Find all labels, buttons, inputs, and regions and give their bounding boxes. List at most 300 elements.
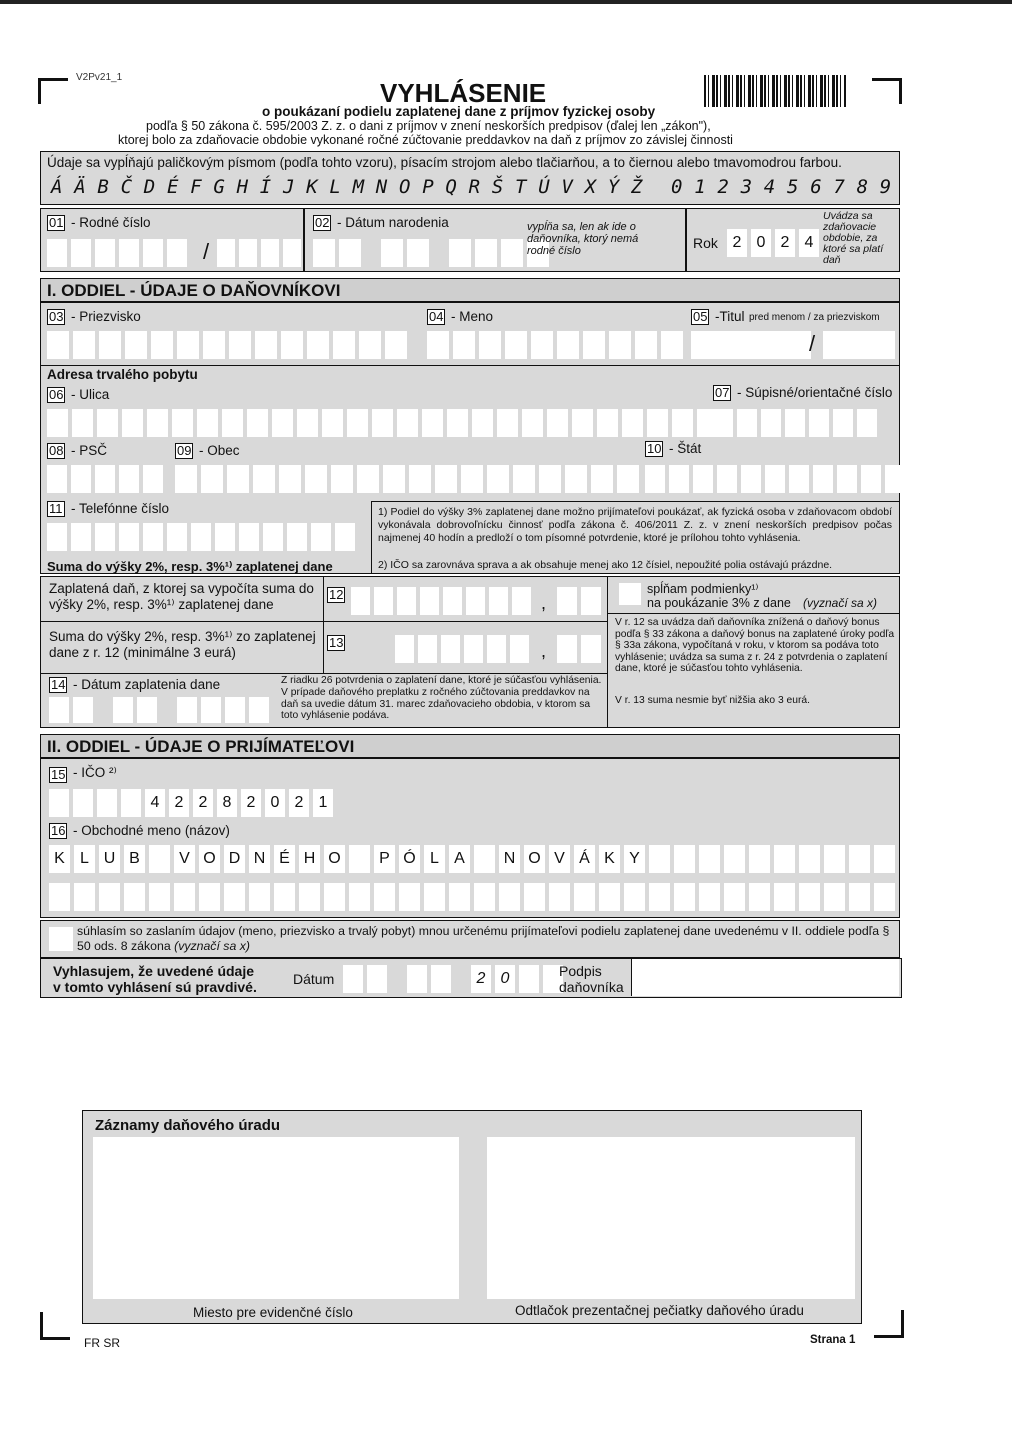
street-cells[interactable] — [47, 409, 718, 437]
date-label: Dátum — [293, 971, 335, 987]
signature-date-cells[interactable] — [343, 965, 563, 993]
input-cell[interactable] — [420, 587, 439, 615]
input-cell[interactable] — [49, 789, 69, 817]
input-cell[interactable] — [167, 523, 187, 551]
input-cell[interactable] — [479, 331, 501, 359]
input-cell[interactable] — [635, 331, 657, 359]
input-cell[interactable] — [331, 465, 353, 493]
input-cell[interactable] — [121, 789, 141, 817]
input-cell[interactable] — [761, 409, 781, 437]
field-number-03: 03 — [49, 309, 64, 324]
input-cell[interactable] — [201, 465, 223, 493]
first-name-cells[interactable] — [427, 331, 683, 359]
input-cell[interactable] — [49, 883, 70, 911]
input-cell[interactable] — [813, 465, 833, 493]
input-cell[interactable] — [885, 465, 905, 493]
business-name-row-2[interactable] — [49, 883, 895, 911]
input-cell[interactable] — [225, 697, 245, 723]
input-cell[interactable]: 1 — [313, 789, 333, 817]
input-cell[interactable] — [789, 465, 809, 493]
input-cell[interactable] — [749, 883, 770, 911]
input-cell[interactable] — [272, 409, 293, 437]
input-cell[interactable] — [253, 465, 275, 493]
stamp-area[interactable] — [487, 1137, 855, 1299]
field-number-12: 12 — [329, 587, 344, 602]
input-cell[interactable] — [239, 523, 259, 551]
input-cell[interactable] — [322, 409, 343, 437]
input-cell[interactable] — [177, 331, 199, 359]
input-cell[interactable]: Á — [574, 845, 595, 873]
input-cell[interactable] — [424, 883, 445, 911]
input-cell[interactable]: 2 — [775, 229, 795, 257]
input-cell[interactable] — [247, 409, 268, 437]
input-cell[interactable]: V — [549, 845, 570, 873]
sample-glyph: 5 — [787, 176, 799, 198]
input-cell[interactable] — [874, 845, 895, 873]
input-cell[interactable]: 2 — [169, 789, 189, 817]
input-cell[interactable]: P — [374, 845, 395, 873]
input-cell[interactable] — [669, 465, 689, 493]
input-cell[interactable]: B — [124, 845, 145, 873]
birth-number-cells[interactable] — [47, 239, 187, 267]
input-cell[interactable] — [97, 789, 117, 817]
input-cell[interactable] — [647, 409, 668, 437]
input-cell[interactable]: 0 — [495, 965, 515, 993]
input-cell[interactable] — [385, 331, 407, 359]
input-cell[interactable] — [307, 331, 329, 359]
input-cell[interactable] — [97, 409, 118, 437]
sample-glyph: H — [236, 176, 249, 198]
input-cell[interactable] — [217, 239, 235, 267]
input-cell[interactable]: H — [299, 845, 320, 873]
input-cell[interactable] — [422, 409, 443, 437]
input-cell[interactable] — [255, 331, 277, 359]
input-cell[interactable] — [201, 697, 221, 723]
input-cell[interactable] — [699, 845, 720, 873]
input-cell[interactable] — [74, 883, 95, 911]
input-cell[interactable] — [249, 697, 269, 723]
sample-glyph: F — [190, 176, 202, 198]
input-cell[interactable] — [674, 883, 695, 911]
input-cell[interactable]: U — [99, 845, 120, 873]
input-cell[interactable] — [249, 883, 270, 911]
birth-number-suffix-cells[interactable] — [217, 239, 301, 267]
input-cell[interactable]: 2 — [193, 789, 213, 817]
input-cell[interactable] — [407, 965, 427, 993]
input-cell[interactable] — [399, 883, 420, 911]
input-cell[interactable] — [99, 331, 121, 359]
input-cell[interactable] — [147, 409, 168, 437]
input-cell[interactable] — [119, 523, 139, 551]
input-cell[interactable] — [227, 465, 249, 493]
input-cell[interactable]: N — [249, 845, 270, 873]
input-cell[interactable] — [724, 883, 745, 911]
input-cell[interactable]: N — [499, 845, 520, 873]
input-cell[interactable] — [466, 587, 485, 615]
input-cell[interactable]: 2 — [289, 789, 309, 817]
input-cell[interactable] — [261, 239, 279, 267]
input-cell[interactable] — [531, 331, 553, 359]
year-cells[interactable] — [727, 229, 819, 257]
input-cell[interactable] — [351, 587, 370, 615]
input-cell[interactable] — [143, 465, 163, 493]
corner-mark-bottom-left — [40, 1312, 70, 1340]
input-cell[interactable] — [333, 331, 355, 359]
input-cell[interactable] — [749, 845, 770, 873]
input-cell[interactable] — [737, 409, 757, 437]
sample-glyph: 0 — [671, 176, 683, 198]
business-name-row-1[interactable] — [49, 845, 895, 873]
title-after-input[interactable] — [823, 331, 895, 359]
input-cell[interactable] — [724, 845, 745, 873]
input-cell[interactable]: 2 — [727, 229, 747, 257]
input-cell[interactable] — [343, 965, 363, 993]
registration-number-area[interactable] — [93, 1137, 459, 1299]
postal-code-cells[interactable] — [47, 465, 163, 493]
input-cell[interactable] — [661, 331, 683, 359]
input-cell[interactable] — [119, 465, 139, 493]
input-cell[interactable] — [359, 331, 381, 359]
input-cell[interactable] — [447, 409, 468, 437]
input-cell[interactable] — [283, 239, 301, 267]
input-cell[interactable] — [397, 409, 418, 437]
input-cell[interactable] — [799, 845, 820, 873]
input-cell[interactable] — [449, 239, 471, 267]
input-cell[interactable] — [861, 465, 881, 493]
input-cell[interactable] — [47, 331, 69, 359]
city-cells[interactable] — [175, 465, 639, 493]
input-cell[interactable] — [765, 465, 785, 493]
field-number-15: 15 — [51, 767, 66, 782]
input-cell[interactable] — [222, 409, 243, 437]
input-cell[interactable] — [513, 465, 535, 493]
input-cell[interactable] — [435, 465, 457, 493]
birth-number-label: - Rodné číslo — [71, 215, 151, 230]
input-cell[interactable] — [47, 239, 67, 267]
input-cell[interactable] — [474, 883, 495, 911]
input-cell[interactable] — [487, 465, 509, 493]
input-cell[interactable] — [95, 239, 115, 267]
input-cell[interactable] — [274, 883, 295, 911]
input-cell[interactable] — [505, 331, 527, 359]
input-cell[interactable] — [197, 409, 218, 437]
input-cell[interactable] — [539, 465, 561, 493]
input-cell[interactable] — [215, 523, 235, 551]
input-cell[interactable]: L — [74, 845, 95, 873]
input-cell[interactable] — [774, 845, 795, 873]
address-heading: Adresa trvalého pobytu — [47, 367, 198, 382]
input-cell[interactable]: Y — [624, 845, 645, 873]
input-cell[interactable] — [143, 523, 163, 551]
postal-code-label: - PSČ — [71, 443, 108, 458]
input-cell[interactable] — [374, 587, 393, 615]
input-cell[interactable] — [95, 523, 115, 551]
input-cell[interactable] — [519, 965, 539, 993]
phone-cells[interactable] — [47, 523, 355, 551]
input-cell[interactable] — [824, 883, 845, 911]
sample-glyph: 3 — [740, 176, 753, 198]
ico-cells[interactable] — [49, 789, 333, 817]
input-cell[interactable] — [347, 409, 368, 437]
sample-glyph: O — [399, 176, 411, 198]
tax-paid-cells[interactable] — [351, 587, 531, 615]
input-cell[interactable] — [583, 331, 605, 359]
input-cell[interactable] — [557, 635, 577, 663]
input-cell[interactable] — [549, 883, 570, 911]
input-cell[interactable] — [119, 239, 139, 267]
input-cell[interactable] — [489, 587, 508, 615]
input-cell[interactable] — [263, 523, 283, 551]
input-cell[interactable] — [381, 239, 403, 267]
input-cell[interactable] — [324, 883, 345, 911]
input-cell[interactable] — [597, 409, 618, 437]
input-cell[interactable] — [741, 465, 761, 493]
input-cell[interactable] — [199, 883, 220, 911]
sum-amount-comma: , — [541, 641, 547, 661]
input-cell[interactable] — [617, 465, 639, 493]
input-cell[interactable] — [649, 845, 670, 873]
input-cell[interactable] — [149, 845, 170, 873]
input-cell[interactable] — [547, 409, 568, 437]
title-slash: / — [809, 331, 816, 356]
input-cell[interactable] — [833, 409, 853, 437]
input-cell[interactable] — [524, 883, 545, 911]
tax-paid-cents-cells[interactable] — [557, 587, 601, 615]
input-cell[interactable] — [849, 883, 870, 911]
input-cell[interactable] — [461, 465, 483, 493]
input-cell[interactable] — [591, 465, 613, 493]
sample-letters — [45, 174, 895, 202]
input-cell[interactable]: D — [224, 845, 245, 873]
input-cell[interactable] — [125, 331, 147, 359]
tax-office-heading: Záznamy daňového úradu — [95, 1117, 281, 1134]
input-cell[interactable] — [581, 635, 601, 663]
input-cell[interactable] — [349, 845, 370, 873]
input-cell[interactable]: K — [599, 845, 620, 873]
input-cell[interactable] — [73, 331, 95, 359]
input-cell[interactable] — [427, 331, 449, 359]
input-cell[interactable] — [699, 883, 720, 911]
input-cell[interactable]: 8 — [217, 789, 237, 817]
input-cell[interactable] — [874, 883, 895, 911]
country-cells[interactable] — [645, 465, 905, 493]
input-cell[interactable] — [717, 465, 737, 493]
field-number-14: 14 — [51, 677, 66, 692]
input-cell[interactable] — [557, 587, 577, 615]
input-cell[interactable] — [297, 409, 318, 437]
input-cell[interactable] — [849, 845, 870, 873]
input-cell[interactable] — [837, 465, 857, 493]
input-cell[interactable] — [397, 587, 416, 615]
input-cell[interactable] — [472, 409, 493, 437]
input-cell[interactable]: 4 — [145, 789, 165, 817]
input-cell[interactable] — [47, 465, 67, 493]
input-cell[interactable] — [137, 697, 157, 723]
input-cell[interactable] — [622, 409, 643, 437]
field-number-09: 09 — [177, 443, 192, 458]
input-cell[interactable]: É — [274, 845, 295, 873]
sample-glyph: V — [561, 176, 573, 198]
input-cell[interactable]: 2 — [241, 789, 261, 817]
input-cell[interactable] — [475, 239, 497, 267]
input-cell[interactable] — [357, 465, 379, 493]
input-cell[interactable] — [47, 523, 67, 551]
input-cell[interactable] — [49, 697, 69, 723]
input-cell[interactable] — [407, 239, 429, 267]
input-cell[interactable] — [609, 331, 631, 359]
input-cell[interactable] — [713, 409, 733, 437]
input-cell[interactable] — [287, 523, 307, 551]
consent-checkbox[interactable] — [49, 927, 73, 951]
input-cell[interactable] — [224, 883, 245, 911]
input-cell[interactable] — [335, 523, 355, 551]
birth-date-cells[interactable] — [313, 239, 549, 267]
input-cell[interactable]: O — [199, 845, 220, 873]
sample-glyph: Č — [120, 176, 133, 198]
input-cell[interactable] — [311, 523, 331, 551]
input-cell[interactable] — [674, 845, 695, 873]
sum-amount-cents-cells[interactable] — [557, 635, 601, 663]
input-cell[interactable] — [672, 409, 693, 437]
house-number-cells[interactable] — [713, 409, 877, 437]
input-cell[interactable] — [305, 465, 327, 493]
sample-glyph: 7 — [833, 176, 845, 198]
sample-glyph: Í — [259, 176, 272, 198]
input-cell[interactable] — [599, 883, 620, 911]
input-cell[interactable] — [367, 965, 387, 993]
tax-paid-comma: , — [541, 593, 547, 613]
input-cell[interactable] — [349, 883, 370, 911]
input-cell[interactable] — [124, 883, 145, 911]
input-cell[interactable] — [99, 883, 120, 911]
input-cell[interactable] — [279, 465, 301, 493]
input-cell[interactable]: O — [324, 845, 345, 873]
input-cell[interactable] — [374, 883, 395, 911]
scan-top-edge — [0, 0, 1012, 4]
input-cell[interactable] — [572, 409, 593, 437]
input-cell[interactable] — [474, 845, 495, 873]
input-cell[interactable] — [464, 635, 483, 663]
input-cell[interactable] — [372, 409, 393, 437]
three-percent-checkbox[interactable] — [619, 583, 641, 605]
input-cell[interactable] — [174, 883, 195, 911]
tax-paid-label: Zaplatená daň, z ktorej sa vypočíta suma do výšky 2%, resp. 3%¹⁾ zaplatenej dane — [49, 581, 314, 612]
input-cell[interactable] — [151, 331, 173, 359]
input-cell[interactable] — [624, 883, 645, 911]
input-cell[interactable] — [149, 883, 170, 911]
input-cell[interactable] — [499, 883, 520, 911]
surname-cells[interactable] — [47, 331, 407, 359]
input-cell[interactable] — [143, 239, 163, 267]
input-cell[interactable] — [693, 465, 713, 493]
sample-glyph: Ž — [631, 176, 643, 198]
input-cell[interactable] — [339, 239, 361, 267]
input-cell[interactable] — [799, 883, 820, 911]
input-cell[interactable] — [574, 883, 595, 911]
input-cell[interactable] — [299, 883, 320, 911]
input-cell[interactable] — [71, 465, 91, 493]
input-cell[interactable] — [395, 635, 414, 663]
consent-box — [40, 920, 900, 958]
sample-glyph: É — [167, 176, 179, 198]
input-cell[interactable] — [281, 331, 303, 359]
title-before-input[interactable] — [691, 331, 811, 359]
input-cell[interactable] — [177, 697, 197, 723]
input-cell[interactable] — [167, 239, 187, 267]
input-cell[interactable]: 4 — [799, 229, 819, 257]
input-cell[interactable] — [239, 239, 257, 267]
input-cell[interactable]: L — [424, 845, 445, 873]
input-cell[interactable] — [453, 331, 475, 359]
input-cell[interactable] — [72, 409, 93, 437]
input-cell[interactable] — [497, 409, 518, 437]
field-number-08: 08 — [49, 443, 64, 458]
signature-field[interactable] — [631, 959, 899, 996]
input-cell[interactable]: 0 — [265, 789, 285, 817]
input-cell[interactable]: O — [524, 845, 545, 873]
input-cell[interactable] — [649, 883, 670, 911]
input-cell[interactable] — [313, 239, 335, 267]
input-cell[interactable] — [73, 789, 93, 817]
input-cell[interactable] — [172, 409, 193, 437]
input-cell[interactable] — [441, 635, 460, 663]
input-cell[interactable] — [383, 465, 405, 493]
input-cell[interactable] — [418, 635, 437, 663]
input-cell[interactable] — [47, 409, 68, 437]
sample-glyph: P — [422, 176, 434, 198]
input-cell[interactable] — [645, 465, 665, 493]
input-cell[interactable] — [71, 239, 91, 267]
input-cell[interactable] — [774, 883, 795, 911]
input-cell[interactable] — [522, 409, 543, 437]
input-cell[interactable] — [449, 883, 470, 911]
input-cell[interactable] — [809, 409, 829, 437]
input-cell[interactable]: 2 — [471, 965, 491, 993]
input-cell[interactable]: V — [174, 845, 195, 873]
input-cell[interactable]: K — [49, 845, 70, 873]
input-cell[interactable] — [581, 587, 601, 615]
input-cell[interactable] — [512, 587, 531, 615]
input-cell[interactable] — [95, 465, 115, 493]
input-cell[interactable] — [229, 331, 251, 359]
input-cell[interactable] — [857, 409, 877, 437]
input-cell[interactable] — [431, 965, 451, 993]
input-cell[interactable] — [487, 635, 506, 663]
input-cell[interactable]: A — [449, 845, 470, 873]
input-cell[interactable] — [409, 465, 431, 493]
input-cell[interactable] — [191, 523, 211, 551]
input-cell[interactable] — [824, 845, 845, 873]
input-cell[interactable] — [73, 697, 93, 723]
input-cell[interactable] — [175, 465, 197, 493]
input-cell[interactable] — [501, 239, 523, 267]
footer-issuer: FR SR — [84, 1336, 120, 1350]
input-cell[interactable] — [785, 409, 805, 437]
input-cell[interactable] — [565, 465, 587, 493]
input-cell[interactable] — [122, 409, 143, 437]
input-cell[interactable] — [203, 331, 225, 359]
input-cell[interactable] — [443, 587, 462, 615]
input-cell[interactable] — [71, 523, 91, 551]
input-cell[interactable] — [557, 331, 579, 359]
sum-amount-cells[interactable] — [395, 635, 529, 663]
input-cell[interactable] — [113, 697, 133, 723]
sample-glyph: N — [375, 176, 388, 198]
input-cell[interactable]: 0 — [751, 229, 771, 257]
input-cell[interactable] — [510, 635, 529, 663]
input-cell[interactable]: Ó — [399, 845, 420, 873]
payment-date-cells[interactable] — [49, 697, 269, 723]
